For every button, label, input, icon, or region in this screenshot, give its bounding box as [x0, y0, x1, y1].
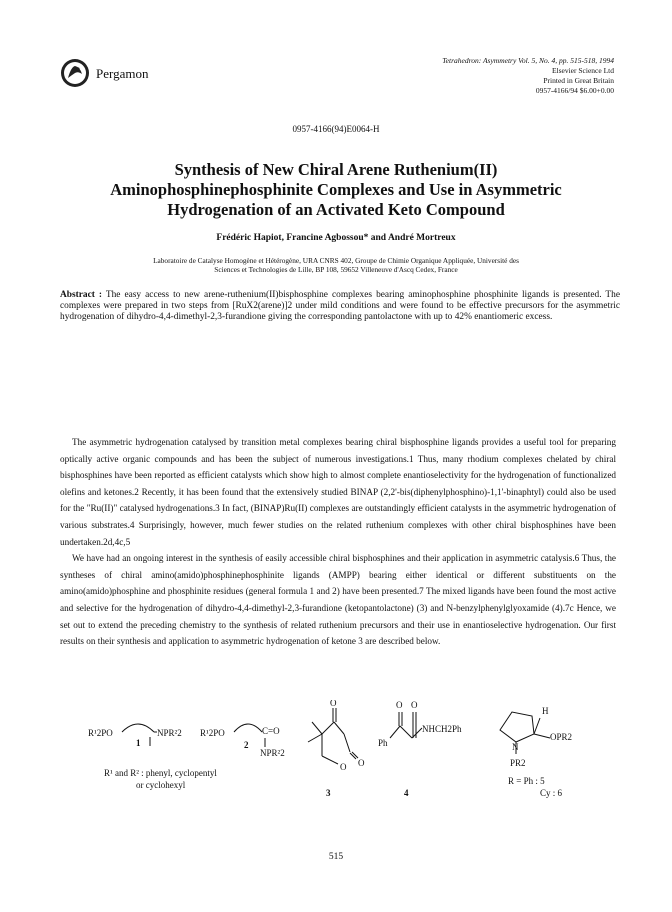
- structure-1: [88, 724, 182, 748]
- body-text: [60, 434, 616, 650]
- abstract-text: The easy access to new arene-ruthenium(II)bisphosphine complexes bearing aminophosphine phosphinite ligands is presented. The complexes were prepared in two steps from [RuX2(arene)]2 under mild conditions and were found to be effective precursors for the asymmetric hydrogenation of dihydro-4,4-dimethyl-2,3-furandione giving the corresponding pantolactone with up to 42% enantiomeric excess.: [60, 290, 620, 322]
- pergamon-logo-icon: [60, 58, 90, 88]
- affiliation-line: Laboratoire de Catalyse Homogène et Hétérogène, URA CNRS 402, Groupe de Chimie Organique Appliquée, Université des: [153, 256, 519, 265]
- s6-label: Cy : 6: [540, 788, 563, 798]
- s5-phosphinite: OPR2: [550, 732, 573, 742]
- title-line: Aminophosphinephosphinite Complexes and Use in Asymmetric: [110, 180, 562, 199]
- s4-oxygen: O: [411, 700, 418, 710]
- abstract-label: Abstract :: [60, 290, 103, 300]
- s4-phenyl: Ph: [378, 738, 388, 748]
- substituent-note-cont: or cyclohexyl: [136, 780, 186, 790]
- s5-nitrogen: N: [512, 742, 519, 752]
- substituent-note: R¹ and R² : phenyl, cyclopentyl: [104, 768, 217, 778]
- s3-oxygen: O: [330, 700, 337, 708]
- s4-number: 4: [404, 788, 409, 798]
- s1-left: R¹2PO: [88, 728, 113, 738]
- s5-hydrogen: H: [542, 706, 549, 716]
- structure-2: [200, 724, 285, 758]
- s2-backbone: [234, 724, 262, 732]
- paragraph: The asymmetric hydrogenation catalysed by transition metal complexes bearing chiral bisphosphine ligands provides a useful tool for preparing optically active organic compounds and has been the subject of numerous investigations.1 Thus, many rhodium complexes chelated by chiral bisphosphines have been reported as efficient catalysts which show high to almost complete enantioselectivity for the hydrogenation of functionalized olefins and ketones.2 Recently, it has been found that the extensively studied BINAP (2,2'-bis(diphenylphosphino)-1,1'-binaphtyl) could also be used for the "Ru(II)" catalysed hydrogenations.3 In fact, (BINAP)Ru(II) complexes are outstandingly efficient catalysts in the asymmetric hydrogenation of various substrates.4 Surprisingly, however, much fewer studies on the related ruthenium complexes with other chiral bisphosphines have been undertaken.2d,4c,5: [60, 437, 616, 547]
- chemical-structures: [60, 700, 616, 820]
- s1-number: 1: [136, 738, 141, 748]
- s3-number: 3: [326, 788, 331, 798]
- paper-title: [60, 160, 612, 220]
- printed-line: Printed in Great Britain: [543, 76, 614, 85]
- journal-reference: [442, 56, 614, 96]
- s2-number: 2: [244, 740, 249, 750]
- s3-oxygen: O: [358, 758, 365, 768]
- structure-4: [390, 712, 422, 738]
- doi-code: 0957-4166(94)E0064-H: [292, 124, 380, 134]
- paragraph: We have had an ongoing interest in the synthesis of easily accessible chiral bisphosphines and their application in asymmetric catalysis.6 Thus, the syntheses of chiral amino(amido)phosphinephosphinite ligands (AMPP) bearing either identical or different substituents on the amino(amido)phosphine and phosphinite residues (general formula 1 and 2) have been presented.7 The mixed ligands have been found the most active and selective for the hydrogenation of dihydro-4,4-dimethyl-2,3-furandione (ketopantolactone) (3) and N-benzylphenylglyoxamide (4).7c Hence, we set out to extend the preceding chemistry to the synthesis of related ruthenium precursors and their use in enantioselective hydrogenation. Our first results on their synthesis and application to asymmetric hydrogenation of ketone 3 are described below.: [60, 553, 616, 647]
- structure-3: [308, 708, 358, 764]
- journal-line: Tetrahedron: Asymmetry Vol. 5, No. 4, pp. 515-518, 1994: [442, 56, 614, 65]
- structure-5: [500, 712, 550, 754]
- s5-phosphine: PR2: [510, 758, 526, 768]
- s4-oxygen: O: [396, 700, 403, 710]
- s1-backbone: [122, 724, 154, 732]
- authors: Frédéric Hapiot, Francine Agbossou* and André Mortreux: [216, 233, 456, 243]
- affiliation-line: Sciences et Technologies de Lille, BP 108, 59652 Villeneuve d'Ascq Cedex, France: [214, 265, 458, 274]
- s5-label: R = Ph : 5: [508, 776, 545, 786]
- page-number: 515: [328, 852, 344, 862]
- s1-right: NPR²2: [157, 728, 182, 738]
- publisher-line: Elsevier Science Ltd: [551, 66, 614, 75]
- s2-carbonyl: C=O: [262, 726, 280, 736]
- s2-left: R¹2PO: [200, 728, 225, 738]
- abstract: [60, 290, 620, 323]
- affiliation: [80, 256, 592, 274]
- issn-line: 0957-4166/94 $6.00+0.00: [535, 86, 614, 95]
- s3-oxygen: O: [340, 762, 347, 772]
- publisher-name: Pergamon: [96, 66, 149, 81]
- title-line: Synthesis of New Chiral Arene Ruthenium(II): [174, 160, 498, 179]
- s4-amide: NHCH2Ph: [422, 724, 462, 734]
- title-line: Hydrogenation of an Activated Keto Compound: [167, 200, 505, 219]
- s2-amine: NPR²2: [260, 748, 285, 758]
